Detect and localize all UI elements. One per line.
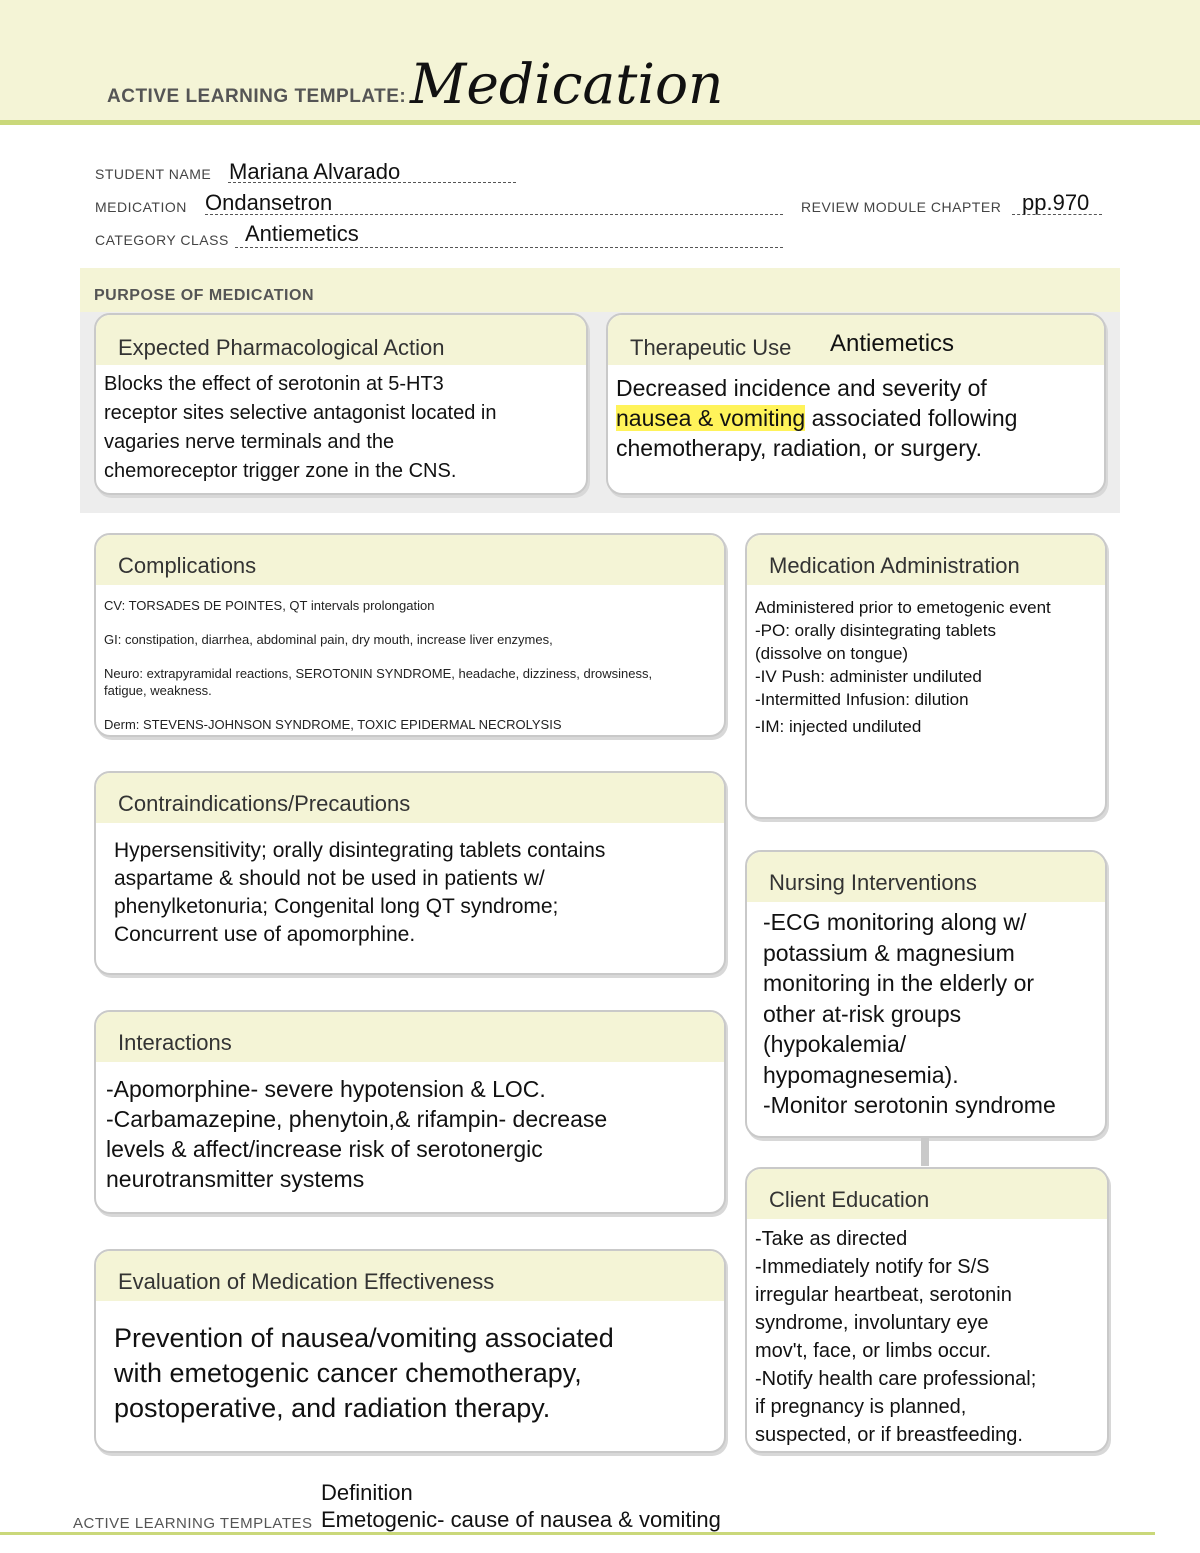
contraindication-line: phenylketonuria; Congenital long QT syndrome; [114, 895, 559, 918]
nursing-line: other at-risk groups [763, 1000, 962, 1027]
footer-label: ACTIVE LEARNING TEMPLATES [73, 1515, 313, 1532]
contraindication-line: Concurrent use of apomorphine. [114, 923, 416, 946]
contraindications-text [114, 837, 724, 949]
evaluation-line: with emetogenic cancer chemotherapy, [114, 1358, 582, 1388]
therapeutic-use-box [606, 313, 1106, 495]
client-education-header [747, 1169, 1107, 1219]
expected-action-header [96, 315, 586, 365]
education-line: -Notify health care professional; [755, 1368, 1037, 1390]
complications-title: Complications [118, 553, 257, 578]
therapeutic-use-value: Antiemetics [830, 330, 955, 357]
nursing-line: monitoring in the elderly or [763, 970, 1035, 996]
evaluation-header [96, 1251, 724, 1301]
education-line: mov't, face, or limbs occur. [755, 1340, 992, 1362]
expected-action-line: chemoreceptor trigger zone in the CNS. [104, 460, 457, 482]
student-name-label: STUDENT NAME [95, 166, 212, 182]
client-education-title: Client Education [769, 1187, 930, 1212]
education-line: if pregnancy is planned, [755, 1396, 967, 1418]
expected-action-box [94, 313, 588, 495]
review-module-label: REVIEW MODULE CHAPTER [801, 199, 1002, 215]
medication-label: MEDICATION [95, 199, 187, 215]
complication-line: Derm: STEVENS-JOHNSON SYNDROME, TOXIC EPIDERMAL NECROLYSIS [104, 717, 562, 732]
nursing-interventions-box [745, 850, 1107, 1138]
nursing-interventions-title: Nursing Interventions [769, 870, 977, 895]
expected-action-line: vagaries nerve terminals and the [104, 431, 395, 453]
therapeutic-line: chemotherapy, radiation, or surgery. [616, 435, 983, 461]
interaction-line: neurotransmitter systems [106, 1166, 365, 1192]
therapeutic-line: Decreased incidence and severity of [616, 375, 987, 401]
header-rule [0, 120, 1200, 125]
nursing-interventions-text [763, 907, 1105, 1121]
nursing-line: -Monitor serotonin syndrome [763, 1092, 1056, 1118]
category-class-value: Antiemetics [245, 221, 359, 246]
expected-action-title: Expected Pharmacological Action [118, 335, 445, 360]
complication-line: GI: constipation, diarrhea, abdominal pain, dry mouth, increase liver enzymes, [104, 632, 553, 647]
administration-line: Administered prior to emetogenic event [755, 598, 1051, 617]
nursing-line: hypomagnesemia). [763, 1061, 959, 1088]
administration-line: (dissolve on tongue) [755, 644, 909, 663]
complications-text [104, 597, 724, 733]
nursing-interventions-header [747, 852, 1105, 902]
evaluation-text [114, 1321, 724, 1426]
administration-line: -IV Push: administer undiluted [755, 667, 982, 686]
therapeutic-line-rest: associated following [805, 405, 1018, 431]
contraindication-line: Hypersensitivity; orally disintegrating tablets contains [114, 839, 606, 862]
complication-line: Neuro: extrapyramidal reactions, SEROTONIN SYNDROME, headache, dizziness, drowsiness, [104, 666, 653, 681]
medication-value: Ondansetron [205, 190, 333, 215]
interactions-box [94, 1010, 726, 1214]
education-line: -Take as directed [755, 1228, 908, 1250]
evaluation-line: Prevention of nausea/vomiting associated [114, 1323, 614, 1353]
administration-line: -PO: orally disintegrating tablets [755, 621, 996, 640]
complication-line: fatigue, weakness. [104, 683, 212, 698]
education-line: -Immediately notify for S/S [755, 1256, 990, 1278]
interaction-line: -Apomorphine- severe hypotension & LOC. [106, 1076, 546, 1102]
purpose-title: PURPOSE OF MEDICATION [94, 287, 314, 304]
education-line: syndrome, involuntary eye [755, 1312, 989, 1334]
contraindications-header [96, 773, 724, 823]
footer-rule [0, 1532, 1155, 1535]
interactions-header [96, 1012, 724, 1062]
nursing-line: -ECG monitoring along w/ [763, 909, 1027, 935]
contraindication-line: aspartame & should not be used in patients w/ [114, 867, 545, 890]
therapeutic-use-text [616, 373, 1104, 463]
template-label: ACTIVE LEARNING TEMPLATE: [107, 86, 407, 107]
expected-action-text [104, 370, 586, 486]
expected-action-line: receptor sites selective antagonist located in [104, 402, 497, 424]
therapeutic-use-title: Therapeutic Use [630, 335, 792, 360]
administration-text [755, 596, 1105, 738]
client-education-box [745, 1167, 1109, 1453]
highlighted-text: nausea & vomiting [616, 405, 806, 431]
interactions-text [106, 1074, 724, 1194]
contraindications-box [94, 771, 726, 975]
review-module-value: pp.970 [1022, 190, 1090, 215]
expected-action-line: Blocks the effect of serotonin at 5-HT3 [104, 373, 444, 395]
interactions-title: Interactions [118, 1030, 232, 1055]
complications-header [96, 535, 724, 585]
complication-line: CV: TORSADES DE POINTES, QT intervals prolongation [104, 598, 435, 613]
administration-header [747, 535, 1105, 585]
administration-box [745, 533, 1107, 819]
interaction-line: -Carbamazepine, phenytoin,& rifampin- decrease [106, 1106, 608, 1132]
administration-line: -IM: injected undiluted [755, 717, 922, 736]
education-line: suspected, or if breastfeeding. [755, 1424, 1023, 1446]
client-education-text [755, 1225, 1107, 1449]
nursing-line: potassium & magnesium [763, 939, 1015, 966]
complications-box [94, 533, 726, 737]
administration-line: -Intermitted Infusion: dilution [755, 690, 969, 709]
category-class-label: CATEGORY CLASS [95, 232, 229, 248]
evaluation-line: postoperative, and radiation therapy. [114, 1393, 551, 1423]
definition-title: Definition [321, 1480, 413, 1505]
evaluation-box [94, 1249, 726, 1453]
definition-text: Emetogenic- cause of nausea & vomiting [321, 1507, 721, 1532]
therapeutic-line [616, 403, 1104, 433]
student-name-value: Mariana Alvarado [229, 159, 401, 184]
page-title: Medication [410, 52, 724, 116]
interaction-line: levels & affect/increase risk of serotonergic [106, 1136, 543, 1162]
administration-title: Medication Administration [769, 553, 1020, 578]
evaluation-title: Evaluation of Medication Effectiveness [118, 1269, 495, 1294]
contraindications-title: Contraindications/Precautions [118, 791, 411, 816]
box-connector [921, 1136, 929, 1166]
therapeutic-use-header [608, 315, 1104, 365]
nursing-line: (hypokalemia/ [763, 1031, 907, 1057]
education-line: irregular heartbeat, serotonin [755, 1284, 1012, 1306]
